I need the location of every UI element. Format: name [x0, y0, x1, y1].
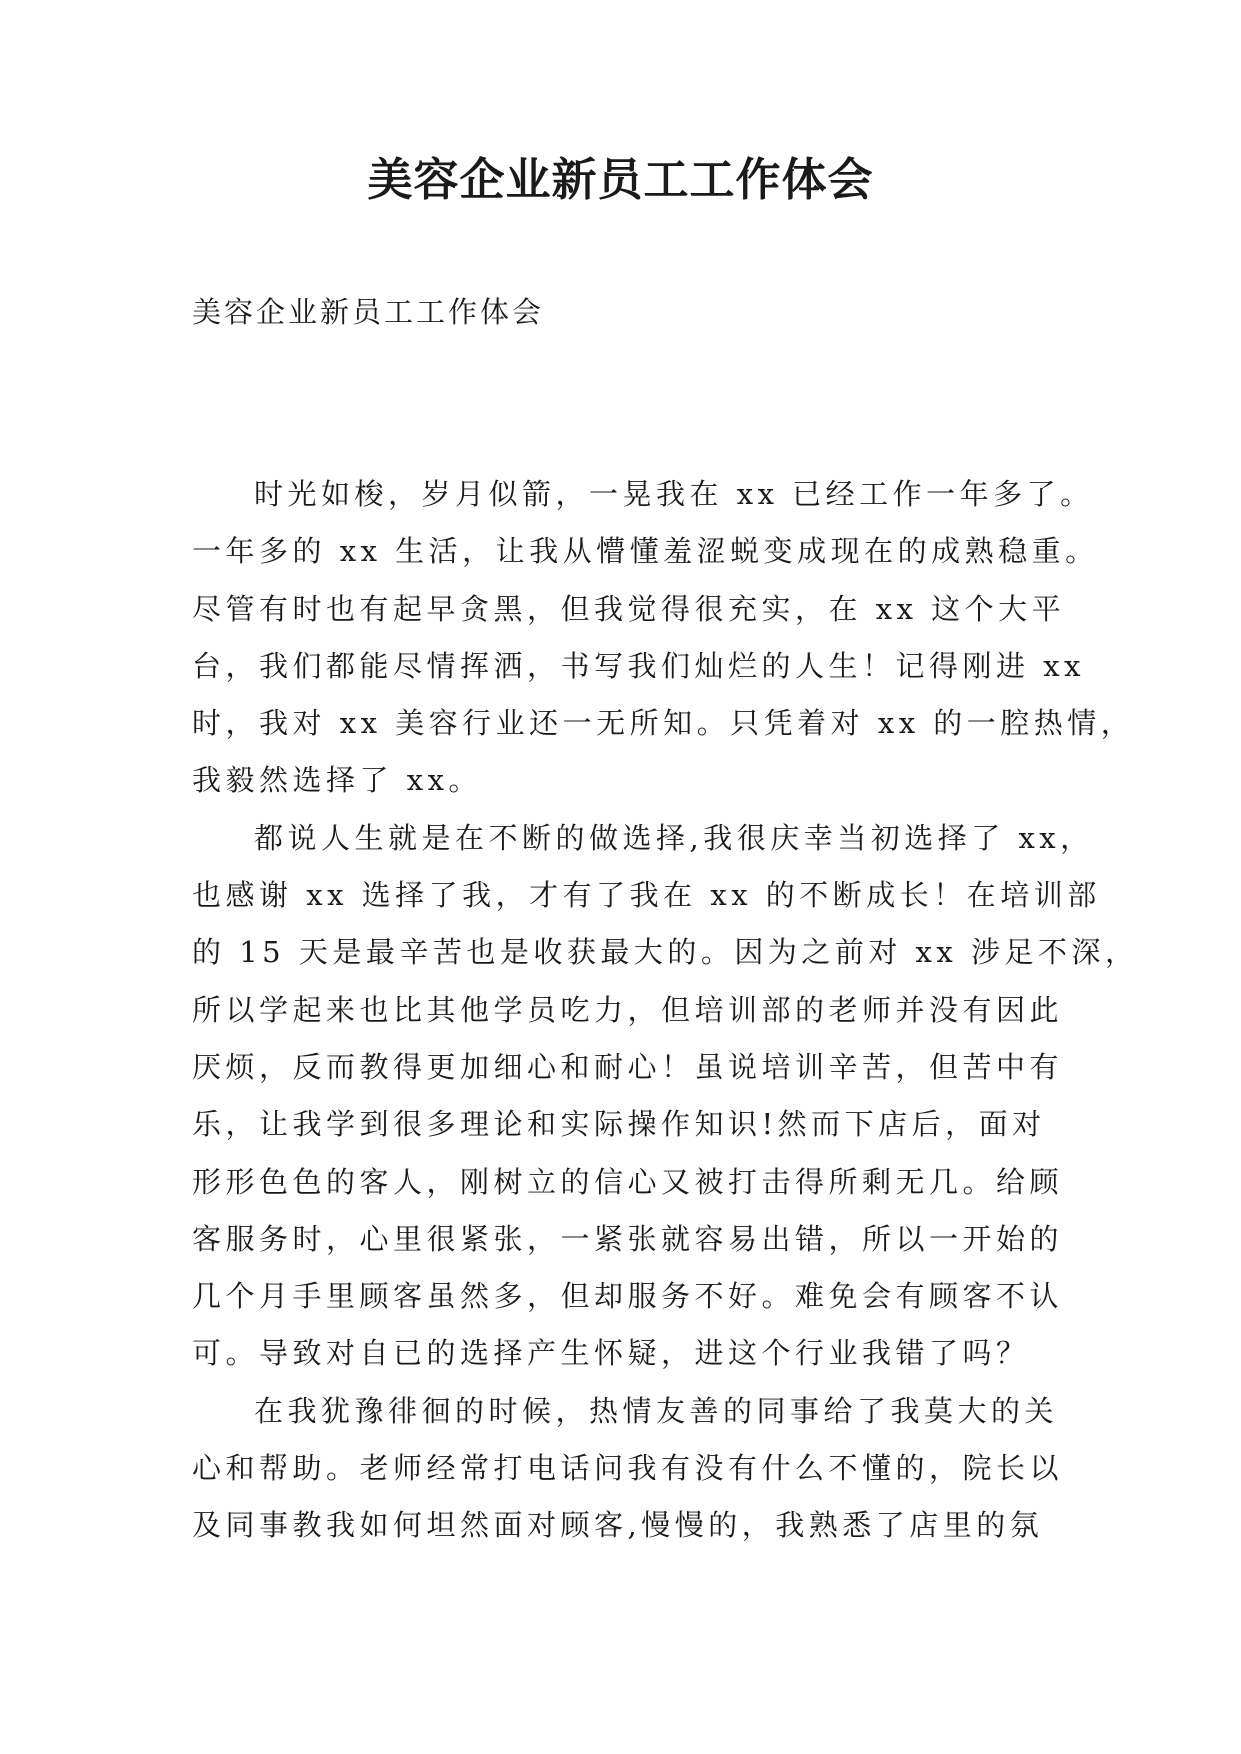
- document-title: 美容企业新员工工作体会: [367, 153, 874, 206]
- paragraph-3-line-3: 及同事教我如何坦然面对顾客,慢慢的，我熟悉了店里的氛: [192, 1508, 1044, 1543]
- paragraph-2-line-5: 厌烦，反而教得更加细心和耐心！虽说培训辛苦，但苦中有: [192, 1049, 1064, 1084]
- paragraph-2-line-1: 都说人生就是在不断的做选择,我很庆幸当初选择了 xx，: [254, 820, 1094, 855]
- paragraph-2-line-7: 形形色色的客人，刚树立的信心又被打击得所剩无几。给顾: [192, 1164, 1064, 1199]
- paragraph-1-line-6: 我毅然选择了 xx。: [192, 763, 482, 798]
- paragraph-2-line-3: 的 15 天是最辛苦也是收获最大的。因为之前对 xx 涉足不深，: [192, 935, 1139, 970]
- paragraph-2-line-2: 也感谢 xx 选择了我，才有了我在 xx 的不断成长！在培训部: [192, 878, 1101, 913]
- paragraph-1-line-3: 尽管有时也有起早贪黑，但我觉得很充实，在 xx 这个大平: [192, 591, 1066, 626]
- paragraph-1-line-2: 一年多的 xx 生活，让我从懵懂羞涩蜕变成现在的成熟稳重。: [192, 534, 1099, 569]
- paragraph-1-line-4: 台，我们都能尽情挥洒，书写我们灿烂的人生！记得刚进 xx: [192, 648, 1085, 683]
- paragraph-1-line-5: 时，我对 xx 美容行业还一无所知。只凭着对 xx 的一腔热情，: [192, 706, 1135, 741]
- paragraph-1-line-1: 时光如梭，岁月似箭，一晃我在 xx 已经工作一年多了。: [254, 477, 1094, 511]
- paragraph-2-line-4: 所以学起来也比其他学员吃力，但培训部的老师并没有因此: [192, 992, 1064, 1027]
- paragraph-3-line-1: 在我犹豫徘徊的时候，热情友善的同事给了我莫大的关: [254, 1393, 1059, 1428]
- paragraph-2-line-6: 乐，让我学到很多理论和实际操作知识!然而下店后，面对: [192, 1107, 1046, 1142]
- paragraph-3-line-2: 心和帮助。老师经常打电话问我有没有什么不懂的，院长以: [192, 1451, 1064, 1486]
- paragraph-2-line-10: 可。导致对自已的选择产生怀疑，进这个行业我错了吗？: [192, 1336, 1030, 1371]
- document-body: [192, 466, 1139, 1555]
- paragraph-2-line-8: 客服务时，心里很紧张，一紧张就容易出错，所以一开始的: [192, 1221, 1064, 1256]
- document-subtitle: 美容企业新员工工作体会: [192, 295, 545, 329]
- paragraph-2-line-9: 几个月手里顾客虽然多，但却服务不好。难免会有顾客不认: [192, 1279, 1064, 1314]
